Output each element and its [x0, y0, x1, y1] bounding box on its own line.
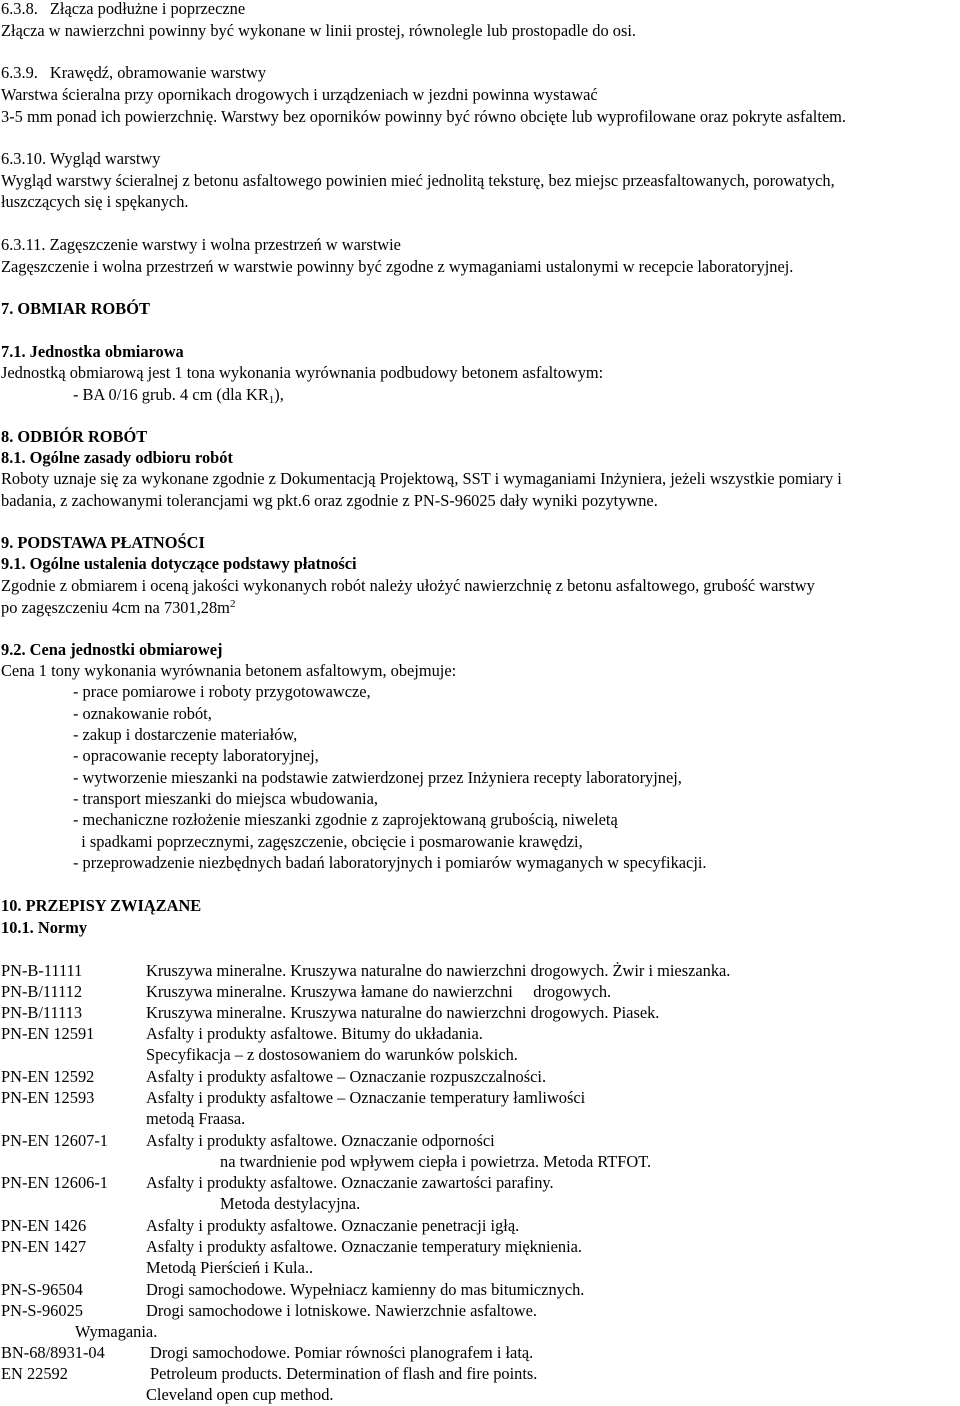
norm-code: PN-EN 1427	[1, 1237, 87, 1256]
norm-code: PN-B/11112	[1, 982, 83, 1001]
norm-description-continuation: metodą Fraasa.	[146, 1109, 246, 1128]
list-item: - transport mieszanki do miejsca wbudowania,	[73, 789, 378, 808]
superscript: 2	[229, 598, 236, 610]
norm-description: Asfalty i produkty asfaltowe. Oznaczanie odporności	[146, 1131, 495, 1150]
list-item: - prace pomiarowe i roboty przygotowawcze,	[73, 682, 371, 701]
norm-description: Petroleum products. Determination of flash and fire points.	[150, 1364, 538, 1383]
list-item: - zakup i dostarczenie materiałów,	[73, 725, 298, 744]
subsection-heading-7-1: 7.1. Jednostka obmiarowa	[1, 342, 184, 361]
list-item: - przeprowadzenie niezbędnych badań laboratoryjnych i pomiarów wymaganych w specyfikacji.	[73, 853, 707, 872]
norm-code: PN-B-11111	[1, 961, 83, 980]
section-heading-9: 9. PODSTAWA PŁATNOŚCI	[1, 533, 205, 552]
norm-code: BN-68/8931-04	[1, 1343, 105, 1362]
paragraph-line: łuszczących się i spękanych.	[1, 192, 189, 211]
subsection-heading-9-1: 9.1. Ogólne ustalenia dotyczące podstawy płatności	[1, 554, 357, 573]
norm-code: PN-EN 12592	[1, 1067, 95, 1086]
norm-description-continuation: Specyfikacja – z dostosowaniem do warunków polskich.	[146, 1045, 518, 1064]
paragraph-line	[1, 597, 235, 618]
norm-description: Drogi samochodowe i lotniskowe. Nawierzchnie asfaltowe.	[146, 1301, 537, 1320]
section-number: 6.3.8.	[1, 0, 38, 18]
norm-description: Asfalty i produkty asfaltowe – Oznaczanie temperatury łamliwości	[146, 1088, 586, 1107]
norm-code: PN-EN 12606-1	[1, 1173, 108, 1192]
norm-code: PN-EN 12593	[1, 1088, 95, 1107]
norm-code: PN-EN 1426	[1, 1216, 87, 1235]
norm-code: PN-S-96504	[1, 1280, 83, 1299]
paragraph-line: badania, z zachowanymi tolerancjami wg pkt.6 oraz zgodnie z PN-S-96025 dały wyniki pozytywne.	[1, 491, 658, 510]
norm-description: Asfalty i produkty asfaltowe. Oznaczanie zawartości parafiny.	[146, 1173, 554, 1192]
paragraph-line	[1, 106, 846, 127]
list-item: - oznakowanie robót,	[73, 704, 212, 723]
section-heading-7: 7. OBMIAR ROBÓT	[1, 299, 150, 318]
list-item-text: - BA 0/16 grub. 4 cm (dla KR	[73, 385, 269, 404]
paragraph-line: Roboty uznaje się za wykonane zgodnie z Dokumentacją Projektową, SST i wymaganiami Inżyniera, jeżeli wszystkie pomiary i	[1, 469, 842, 488]
paragraph-line: Cena 1 tony wykonania wyrównania betonem asfaltowym, obejmuje:	[1, 661, 457, 680]
norm-code: PN-S-96025	[1, 1301, 83, 1320]
subsection-heading-10-1: 10.1. Normy	[1, 918, 88, 937]
subsection-heading-9-2: 9.2. Cena jednostki obmiarowej	[1, 640, 223, 659]
norm-description-continuation: Cleveland open cup method.	[146, 1385, 334, 1404]
section-heading-10: 10. PRZEPISY ZWIĄZANE	[1, 896, 202, 915]
norm-description: Drogi samochodowe. Pomiar równości planografem i łatą.	[150, 1343, 534, 1362]
norm-description: Asfalty i produkty asfaltowe. Bitumy do układania.	[146, 1024, 483, 1043]
paragraph-line: Wygląd warstwy ścieralnej z betonu asfaltowego powinien mieć jednolitą teksturę, bez miejsc przeasfaltowanych, porowatych,	[1, 171, 835, 190]
section-heading-6-3-10	[1, 148, 160, 169]
norm-description: Kruszywa mineralne. Kruszywa naturalne do nawierzchni drogowych. Piasek.	[146, 1003, 660, 1022]
norm-description-continuation: na twardnienie pod wpływem ciepła i powietrza. Metoda RTFOT.	[220, 1152, 652, 1171]
section-heading-6-3-9	[1, 62, 266, 83]
section-number: 6.3.9.	[1, 63, 38, 82]
list-item-text: ),	[274, 385, 284, 404]
norm-description-continuation: Wymagania.	[75, 1322, 158, 1341]
norm-description: Asfalty i produkty asfaltowe. Oznaczanie penetracji igłą.	[146, 1216, 520, 1235]
norm-code: PN-EN 12591	[1, 1024, 95, 1043]
section-heading-8: 8. ODBIÓR ROBÓT	[1, 427, 148, 446]
norm-description-continuation: Metoda destylacyjna.	[220, 1194, 361, 1213]
norm-description-continuation: Metodą Pierścień i Kula..	[146, 1258, 314, 1277]
norm-description: Drogi samochodowe. Wypełniacz kamienny do mas bitumicznych.	[146, 1280, 585, 1299]
paragraph-line: Jednostką obmiarową jest 1 tona wykonania wyrównania podbudowy betonem asfaltowym:	[1, 363, 604, 382]
norm-code: PN-B/11113	[1, 1003, 83, 1022]
list-item: - mechaniczne rozłożenie mieszanki zgodnie z zaprojektowaną grubością, niweletą	[73, 810, 618, 829]
paragraph-text: 3-5 mm ponad ich powierzchnię.	[1, 107, 218, 126]
paragraph: Zagęszczenie i wolna przestrzeń w warstwie powinny być zgodne z wymaganiami ustalonymi w recepcie laboratoryjnej.	[1, 257, 794, 276]
list-item: - wytworzenie mieszanki na podstawie zatwierdzonej przez Inżyniera recepty laboratoryjnej,	[73, 768, 682, 787]
norm-code: EN 22592	[1, 1364, 68, 1383]
norm-description: Asfalty i produkty asfaltowe. Oznaczanie temperatury mięknienia.	[146, 1237, 583, 1256]
list-item-continuation: i spadkami poprzecznymi, zagęszczenie, obcięcie i posmarowanie krawędzi,	[73, 832, 583, 851]
section-title: Złącza podłużne i poprzeczne	[49, 0, 246, 18]
section-number: 6.3.10.	[1, 149, 47, 168]
list-item	[73, 384, 284, 405]
paragraph: Złącza w nawierzchni powinny być wykonane w linii prostej, równolegle lub prostopadle do osi.	[1, 21, 636, 40]
norm-description: Kruszywa mineralne. Kruszywa naturalne do nawierzchni drogowych. Żwir i mieszanka.	[146, 961, 731, 980]
subscript: 1	[268, 394, 275, 406]
paragraph-text: po zagęszczeniu 4cm na 7301,28m	[1, 598, 230, 617]
section-heading-6-3-11	[1, 234, 401, 255]
list-item: - opracowanie recepty laboratoryjnej,	[73, 746, 319, 765]
subsection-heading-8-1: 8.1. Ogólne zasady odbioru robót	[1, 448, 233, 467]
section-title: Krawędź, obramowanie warstwy	[49, 63, 267, 82]
paragraph-line: Warstwa ścieralna przy opornikach drogowych i urządzeniach w jezdni powinna wystawać	[1, 85, 598, 104]
section-number: 6.3.11.	[1, 235, 46, 254]
paragraph-text: Warstwy bez oporników powinny być równo obcięte lub wyprofilowane oraz pokryte asfaltem.	[221, 107, 847, 126]
section-title: Zagęszczenie warstwy i wolna przestrzeń w warstwie	[49, 235, 401, 254]
section-heading-6-3-8	[1, 0, 245, 19]
section-title: Wygląd warstwy	[49, 149, 161, 168]
norm-description: Asfalty i produkty asfaltowe – Oznaczanie rozpuszczalności.	[146, 1067, 547, 1086]
norm-description: Kruszywa mineralne. Kruszywa łamane do nawierzchni drogowych.	[146, 982, 612, 1001]
norm-code: PN-EN 12607-1	[1, 1131, 108, 1150]
paragraph-line: Zgodnie z obmiarem i oceną jakości wykonanych robót należy ułożyć nawierzchnię z betonu asfaltowego, grubość warstwy	[1, 576, 815, 595]
